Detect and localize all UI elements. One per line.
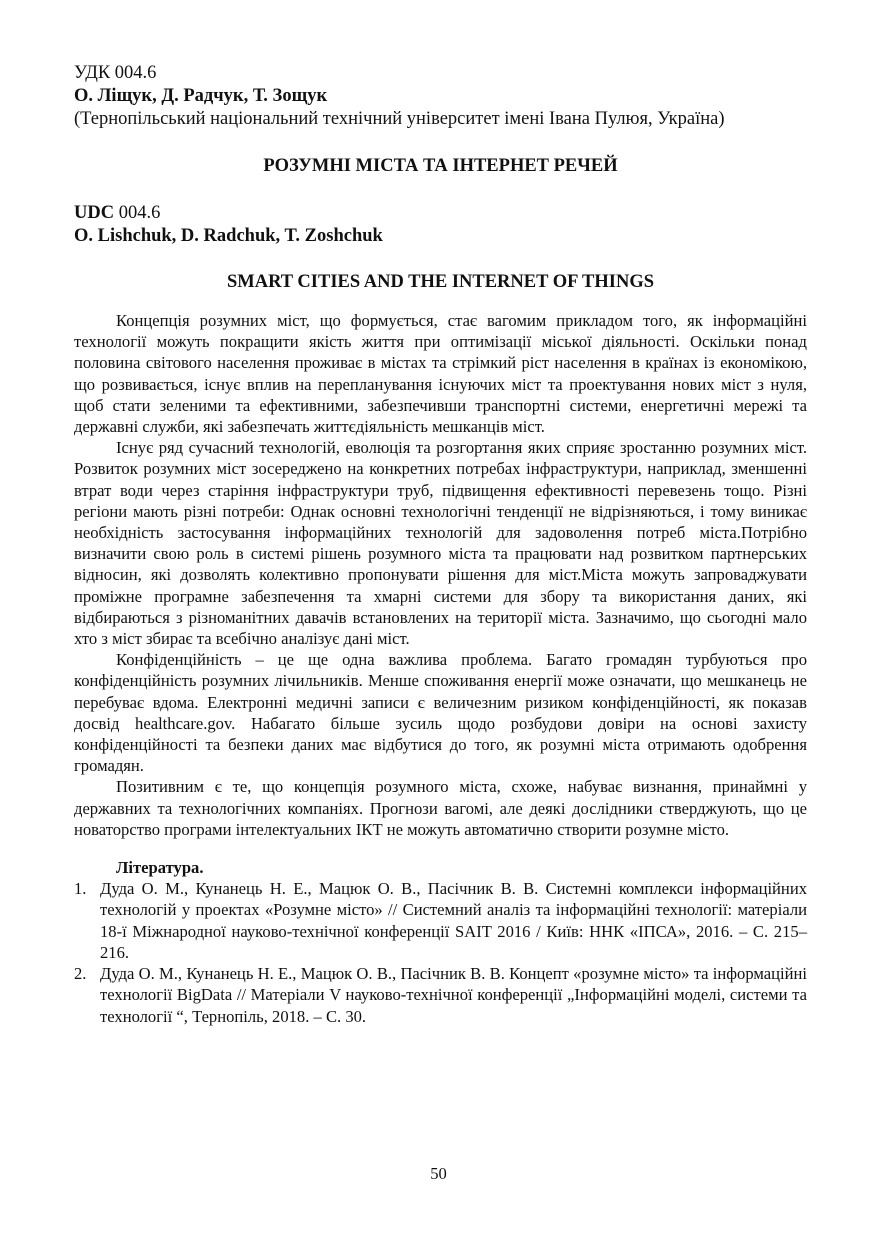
title-ua: РОЗУМНІ МІСТА ТА ІНТЕРНЕТ РЕЧЕЙ <box>263 156 618 176</box>
body-paragraph: Конфіденційність – це ще одна важлива проблема. Багато громадян турбуються про конфіденційність розумних лічильників. Менше споживання енергії може означати, що мешканець не перебуває вдома. Електронні медичні записи є величезним ризиком конфіденційності, як показав досвід healthcare.gov. Набагато більше зусиль щодо розбудови довіри на основі захисту конфіденційності та безпеки даних має відбутися до того, як розумні міста отримають одобрення громадян. <box>74 650 807 776</box>
reference-number: 2. <box>74 964 87 984</box>
page-number: 50 <box>430 1164 447 1183</box>
udc-ua: УДК 004.6 <box>74 63 157 83</box>
references-title: Література. <box>116 858 204 878</box>
references-list <box>74 878 807 1026</box>
reference-text: Дуда О. М., Кунанець Н. Е., Мацюк О. В., Пасічник В. В. Системні комплекси інформаційних технологій у проектах «Розумне місто» // Системний аналіз та інформаційні технології: матеріали 18-ї Міжнародної науково-технічної конференції SAIT 2016 / Київ: ННК «ІПСА», 2016. – С. 215–216. <box>100 879 807 962</box>
references-section <box>74 857 807 1027</box>
udc-en <box>74 202 807 225</box>
authors-en: O. Lishchuk, D. Radchuk, T. Zoshchuk <box>74 226 383 246</box>
title-en: SMART CITIES AND THE INTERNET OF THINGS <box>226 272 655 292</box>
abstract-body <box>74 310 807 840</box>
body-paragraph: Позитивним є те, що концепція розумного міста, схоже, набуває визнання, принаймні у державних та технологічних компаніях. Прогнози вагомі, але деякі дослідники стверджують, що це новаторство програми інтелектуальних ІКТ не можуть автоматично створити розумне місто. <box>74 777 807 839</box>
reference-text: Дуда О. М., Кунанець Н. Е., Мацюк О. В., Пасічник В. В. Концепт «розумне місто» та інформаційні технології BigData // Матеріали V науково-технічної конференції „Інформаційні моделі, системи та технології “, Тернопіль, 2018. – С. 30. <box>100 964 807 1026</box>
reference-item <box>74 963 807 1027</box>
paper-page <box>74 62 807 1027</box>
udc-en-value: 004.6 <box>114 203 161 223</box>
udc-en-label: UDC <box>74 203 115 223</box>
reference-item <box>74 878 807 963</box>
authors-ua: О. Ліщук, Д. Радчук, Т. Зощук <box>74 86 328 106</box>
body-paragraph: Існує ряд сучасний технологій, еволюція та розгортання яких сприяє зростанню розумних міст. Розвиток розумних міст зосереджено на конкретних потребах інфраструктури, наприклад, зменшенні втрат води через старіння інфраструктури труб, підвищення ефективності перевезень тощо. Різні регіони мають різні потреби: Однак основні технологічні тенденції не відрізняються, і тому виникає необхідність застосування інформаційних технологій для задоволення потреб міста.Потрібно визначити свою роль в системі рішень розумного міста та працювати над розвитком партнерських відносин, які дозволять колективно пропонувати рішення для міст.Міста можуть запроваджувати проміжне програмне забезпечення та хмарні системи для збору та використання даних, які відбираються з різноманітних давачів встановлених на території міста. Зазначимо, що сьогодні мало хто з міст збирає та всебічно аналізує дані міст. <box>74 438 807 649</box>
reference-number: 1. <box>74 879 87 899</box>
body-paragraph: Концепція розумних міст, що формується, стає вагомим прикладом того, як інформаційні технології можуть покращити якість життя при оптимізації міської діяльності. Оскільки понад половина світового населення проживає в містах та стрімкий ріст населення в країнах із економікою, що розвивається, існує вплив на перепланування існуючих міст та проектування нових міст з нуля, щоб стати зеленими та ефективними, забезпечивши транспортні системи, енергетичні мережі та державні служби, які забезпечать життєдіяльність мешканців міст. <box>74 311 807 437</box>
affiliation-ua: (Тернопільський національний технічний університет імені Івана Пулюя, Україна) <box>74 109 725 129</box>
